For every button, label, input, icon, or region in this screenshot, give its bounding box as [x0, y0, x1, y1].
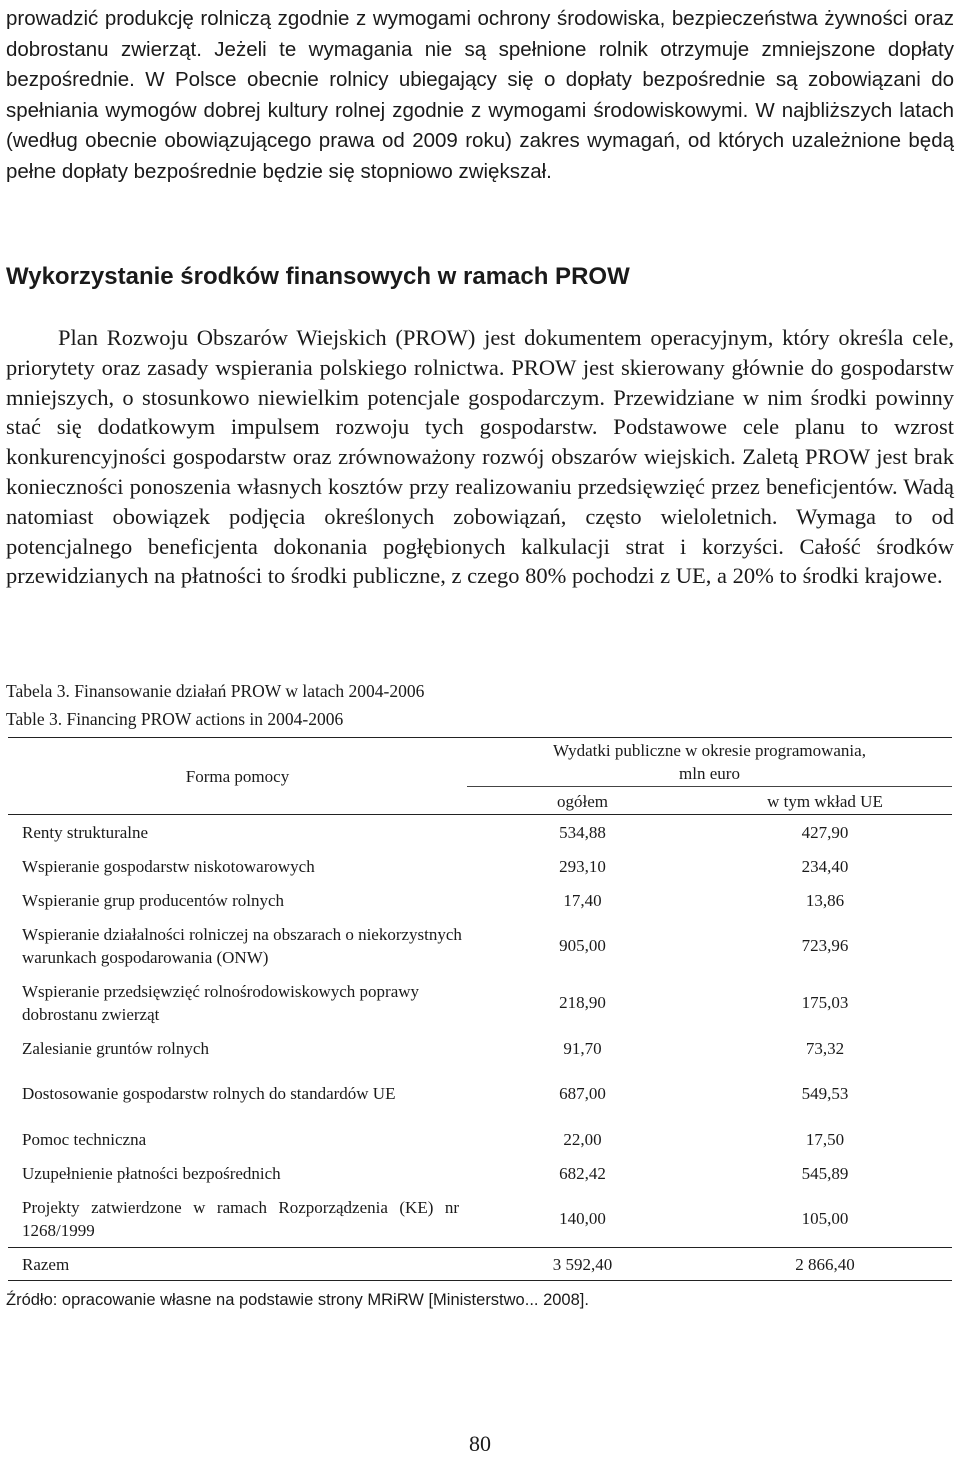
- table-body: [8, 815, 952, 1281]
- intro-paragraph: prowadzić produkcję rolniczą zgodnie z wymogami ochrony środowiska, bezpieczeństwa żywności oraz dobrostanu zwierząt. Jeżeli te wymagania nie są spełnione rolnik otrzymuje zmniejszone dopłaty bezpośrednie. W Polsce obecnie rolnicy ubiegający się o dopłaty bezpośrednie są zobowiązani do spełniania wymogów dobrej kultury rolnej zgodnie z wymogami środowiskowymi. W najbliższych latach (według obecnie obowiązującego prawa od 2009 roku) zakres wymagań, od których uzależnione będą pełne dopłaty bezpośrednie będzie się stopniowo zwiększał.: [6, 7, 954, 183]
- row-eu: 549,53: [801, 1084, 849, 1103]
- row-eu: 17,50: [805, 1129, 845, 1149]
- section-paragraph-block: [6, 323, 954, 591]
- row-eu: 545,89: [801, 1163, 849, 1183]
- section-paragraph: Plan Rozwoju Obszarów Wiejskich (PROW) jest dokumentem operacyjnym, który określa cele, priorytety oraz zasady wspierania polskiego rolnictwa. PROW jest skierowany głównie do gospodarstw mniejszych, o stosunkowo niewielkim potencjale gospodarczym. Przewidziane w nim środki powinny stać się dodatkowym impulsem rozwoju tych gospodarstw. Podstawowe cele planu to wzrost konkurencyjności gospodarstw oraz zrównoważony rozwój obszarów wiejskich. Zaletą PROW jest brak konieczności ponoszenia własnych kosztów przy realizowaniu przedsięwzięć przez beneficjentów. Wadą natomiast obowiązek podjęcia określonych zobowiązań, często wieloletnich. Wymaga to od potencjalnego beneficjenta dokonania pogłębionych kalkulacji strat i korzyści. Całość środków przewidzianych na płatności to środki publiczne, z czego 80% pochodzi z UE, a 20% to środki krajowe.: [6, 325, 954, 589]
- table-row: [8, 1031, 952, 1065]
- table-row: [8, 849, 952, 883]
- sum-total: 3 592,40: [552, 1254, 613, 1274]
- table-row: [8, 917, 952, 974]
- row-label: Pomoc techniczna: [22, 1129, 147, 1149]
- row-label: Wspieranie przedsięwzięć rolnośrodowiskowych poprawy dobrostanu zwierząt: [22, 981, 420, 1024]
- row-label: Wspieranie grup producentów rolnych: [22, 890, 284, 910]
- table-caption-en: Table 3. Financing PROW actions in 2004-2006: [6, 709, 344, 729]
- row-total: 682,42: [559, 1163, 606, 1183]
- row-total: 22,00: [563, 1129, 602, 1149]
- header-public-expenditure: [467, 738, 952, 787]
- table-row: [8, 1156, 952, 1190]
- section-heading: Wykorzystanie środków finansowych w ramach PROW: [6, 263, 630, 290]
- row-total: 218,90: [559, 993, 606, 1012]
- table-row: [8, 1122, 952, 1156]
- row-label: Dostosowanie gospodarstw rolnych do standardów UE: [22, 1084, 396, 1103]
- row-label: Wspieranie działalności rolniczej na obszarach o niekorzystnych warunkach gospodarowania (ONW): [22, 924, 462, 967]
- table-caption-pl: Tabela 3. Finansowanie działań PROW w latach 2004-2006: [6, 681, 425, 701]
- header-eu-contribution: w tym wkład UE: [767, 792, 883, 811]
- row-label: Zalesianie gruntów rolnych: [22, 1038, 209, 1058]
- table-row: [8, 974, 952, 1031]
- header-expenditure-line2: mln euro: [679, 764, 740, 783]
- table-row: [8, 1190, 952, 1248]
- row-eu: 175,03: [801, 993, 849, 1012]
- row-total: 534,88: [559, 822, 606, 842]
- header-form-of-aid: Forma pomocy: [185, 766, 290, 786]
- table-row: [8, 1065, 952, 1122]
- row-label: Uzupełnienie płatności bezpośrednich: [22, 1163, 281, 1183]
- table-row: [8, 883, 952, 917]
- row-eu: 234,40: [801, 856, 849, 876]
- header-total: ogółem: [557, 792, 608, 811]
- row-total: 293,10: [559, 856, 606, 876]
- table-sum-row: [8, 1248, 952, 1281]
- row-eu: 73,32: [805, 1038, 845, 1058]
- row-eu: 723,96: [801, 936, 849, 955]
- row-label: Wspieranie gospodarstw niskotowarowych: [22, 856, 315, 876]
- row-eu: 13,86: [805, 890, 845, 910]
- row-total: 905,00: [559, 936, 606, 955]
- row-total: 91,70: [563, 1038, 602, 1058]
- row-total: 17,40: [563, 890, 602, 910]
- header-expenditure-line1: Wydatki publiczne w okresie programowania,: [553, 741, 866, 760]
- sum-eu: 2 866,40: [795, 1254, 855, 1274]
- financing-table: [8, 737, 952, 1281]
- table-header: [8, 738, 952, 815]
- intro-paragraph-block: [6, 4, 954, 188]
- row-eu: 427,90: [801, 822, 849, 842]
- financing-table-wrapper: [8, 737, 952, 1281]
- sum-label: Razem: [22, 1254, 70, 1274]
- page-number: 80: [469, 1431, 491, 1456]
- row-label: Renty strukturalne: [22, 822, 149, 842]
- row-total: 140,00: [559, 1209, 606, 1228]
- row-total: 687,00: [559, 1084, 606, 1103]
- table-row: [8, 815, 952, 850]
- table-source-note: Źródło: opracowanie własne na podstawie strony MRiRW [Ministerstwo... 2008].: [6, 1291, 589, 1309]
- row-eu: 105,00: [801, 1209, 849, 1228]
- row-label: Projekty zatwierdzone w ramach Rozporządzenia (KE) nr 1268/1999: [22, 1197, 459, 1240]
